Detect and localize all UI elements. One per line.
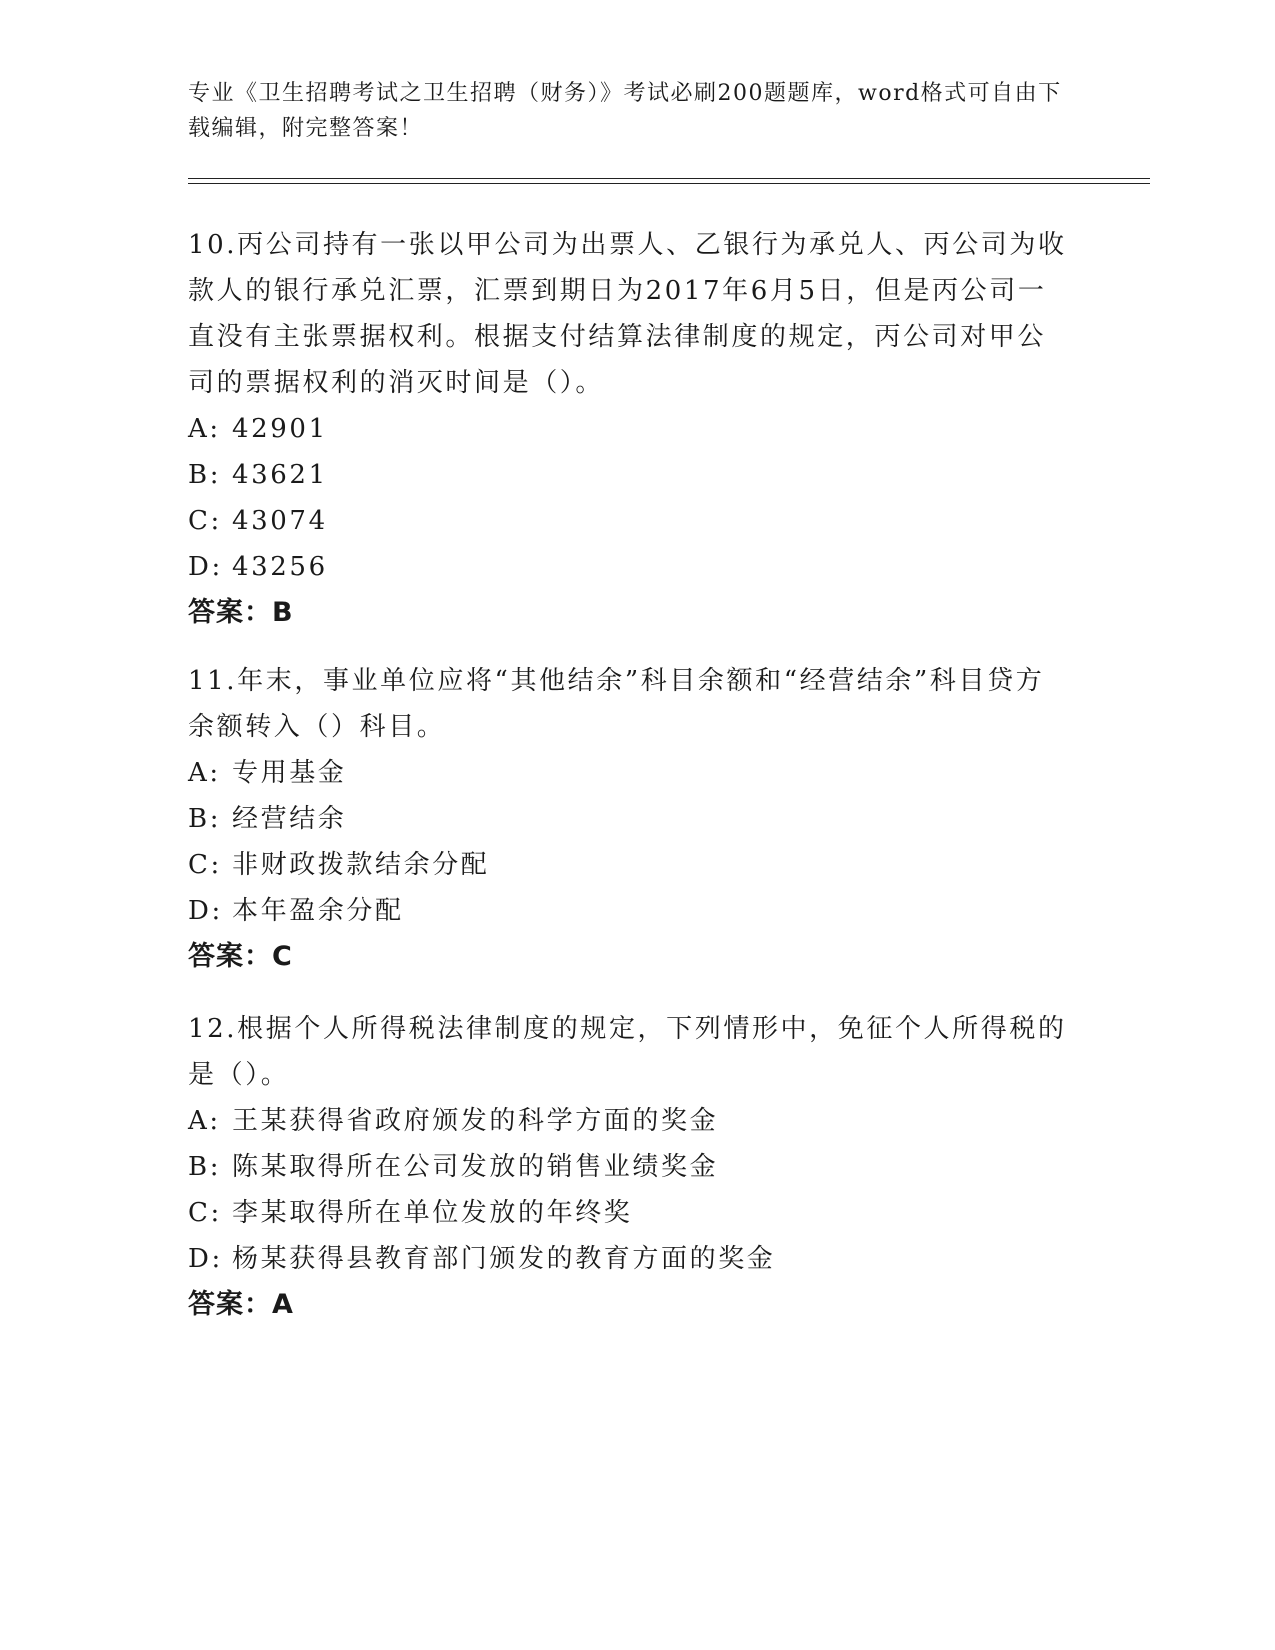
question-stem: 10.丙公司持有一张以甲公司为出票人、乙银行为承兑人、丙公司为收款人的银行承兑汇票，汇票到期日为2017年6月5日，但是丙公司一直没有主张票据权利。根据支付结算法律制度的规定，丙公司对甲公司的票据权利的消灭时间是（）。 [188, 230, 1067, 398]
option-key: D: [188, 552, 223, 582]
option-a [188, 1098, 1068, 1144]
option-key: B: [188, 460, 222, 490]
option-d [188, 544, 1068, 590]
option-c [188, 842, 1068, 888]
option-d [188, 1236, 1068, 1282]
option-b [188, 1144, 1068, 1190]
option-text: 42901 [232, 414, 328, 444]
option-text: 本年盈余分配 [232, 896, 404, 926]
option-text: 43074 [232, 506, 328, 536]
option-key: A: [188, 414, 221, 444]
option-c [188, 1190, 1068, 1236]
option-text: 专用基金 [232, 758, 347, 788]
option-key: A: [188, 758, 221, 788]
option-key: C: [188, 1198, 222, 1228]
option-key: B: [188, 804, 222, 834]
question-11 [188, 658, 1068, 980]
answer-line: 答案：C [188, 941, 293, 972]
option-key: A: [188, 1106, 221, 1136]
option-b [188, 796, 1068, 842]
option-c [188, 498, 1068, 544]
answer-line: 答案：B [188, 597, 294, 628]
option-text: 43621 [232, 460, 328, 490]
answer-line: 答案：A [188, 1289, 294, 1320]
option-key: B: [188, 1152, 222, 1182]
option-text: 李某取得所在单位发放的年终奖 [232, 1198, 633, 1228]
header-note: 专业《卫生招聘考试之卫生招聘（财务）》考试必刷200题题库，word格式可自由下载编辑，附完整答案！ [188, 81, 1062, 141]
question-stem: 11.年末，事业单位应将“其他结余”科目余额和“经营结余”科目贷方余额转入（）科目。 [188, 666, 1045, 742]
option-text: 43256 [232, 552, 328, 582]
option-key: C: [188, 850, 222, 880]
question-10 [188, 222, 1068, 636]
option-text: 经营结余 [232, 804, 347, 834]
option-b [188, 452, 1068, 498]
option-text: 非财政拨款结余分配 [232, 850, 490, 880]
option-text: 杨某获得县教育部门颁发的教育方面的奖金 [232, 1244, 776, 1274]
option-d [188, 888, 1068, 934]
option-text: 王某获得省政府颁发的科学方面的奖金 [232, 1106, 719, 1136]
header-divider [188, 178, 1150, 184]
option-key: C: [188, 506, 222, 536]
question-stem: 12.根据个人所得税法律制度的规定，下列情形中，免征个人所得税的是（）。 [188, 1014, 1067, 1090]
option-key: D: [188, 1244, 223, 1274]
option-a [188, 750, 1068, 796]
question-12 [188, 1006, 1068, 1328]
option-key: D: [188, 896, 223, 926]
option-a [188, 406, 1068, 452]
option-text: 陈某取得所在公司发放的销售业绩奖金 [232, 1152, 719, 1182]
